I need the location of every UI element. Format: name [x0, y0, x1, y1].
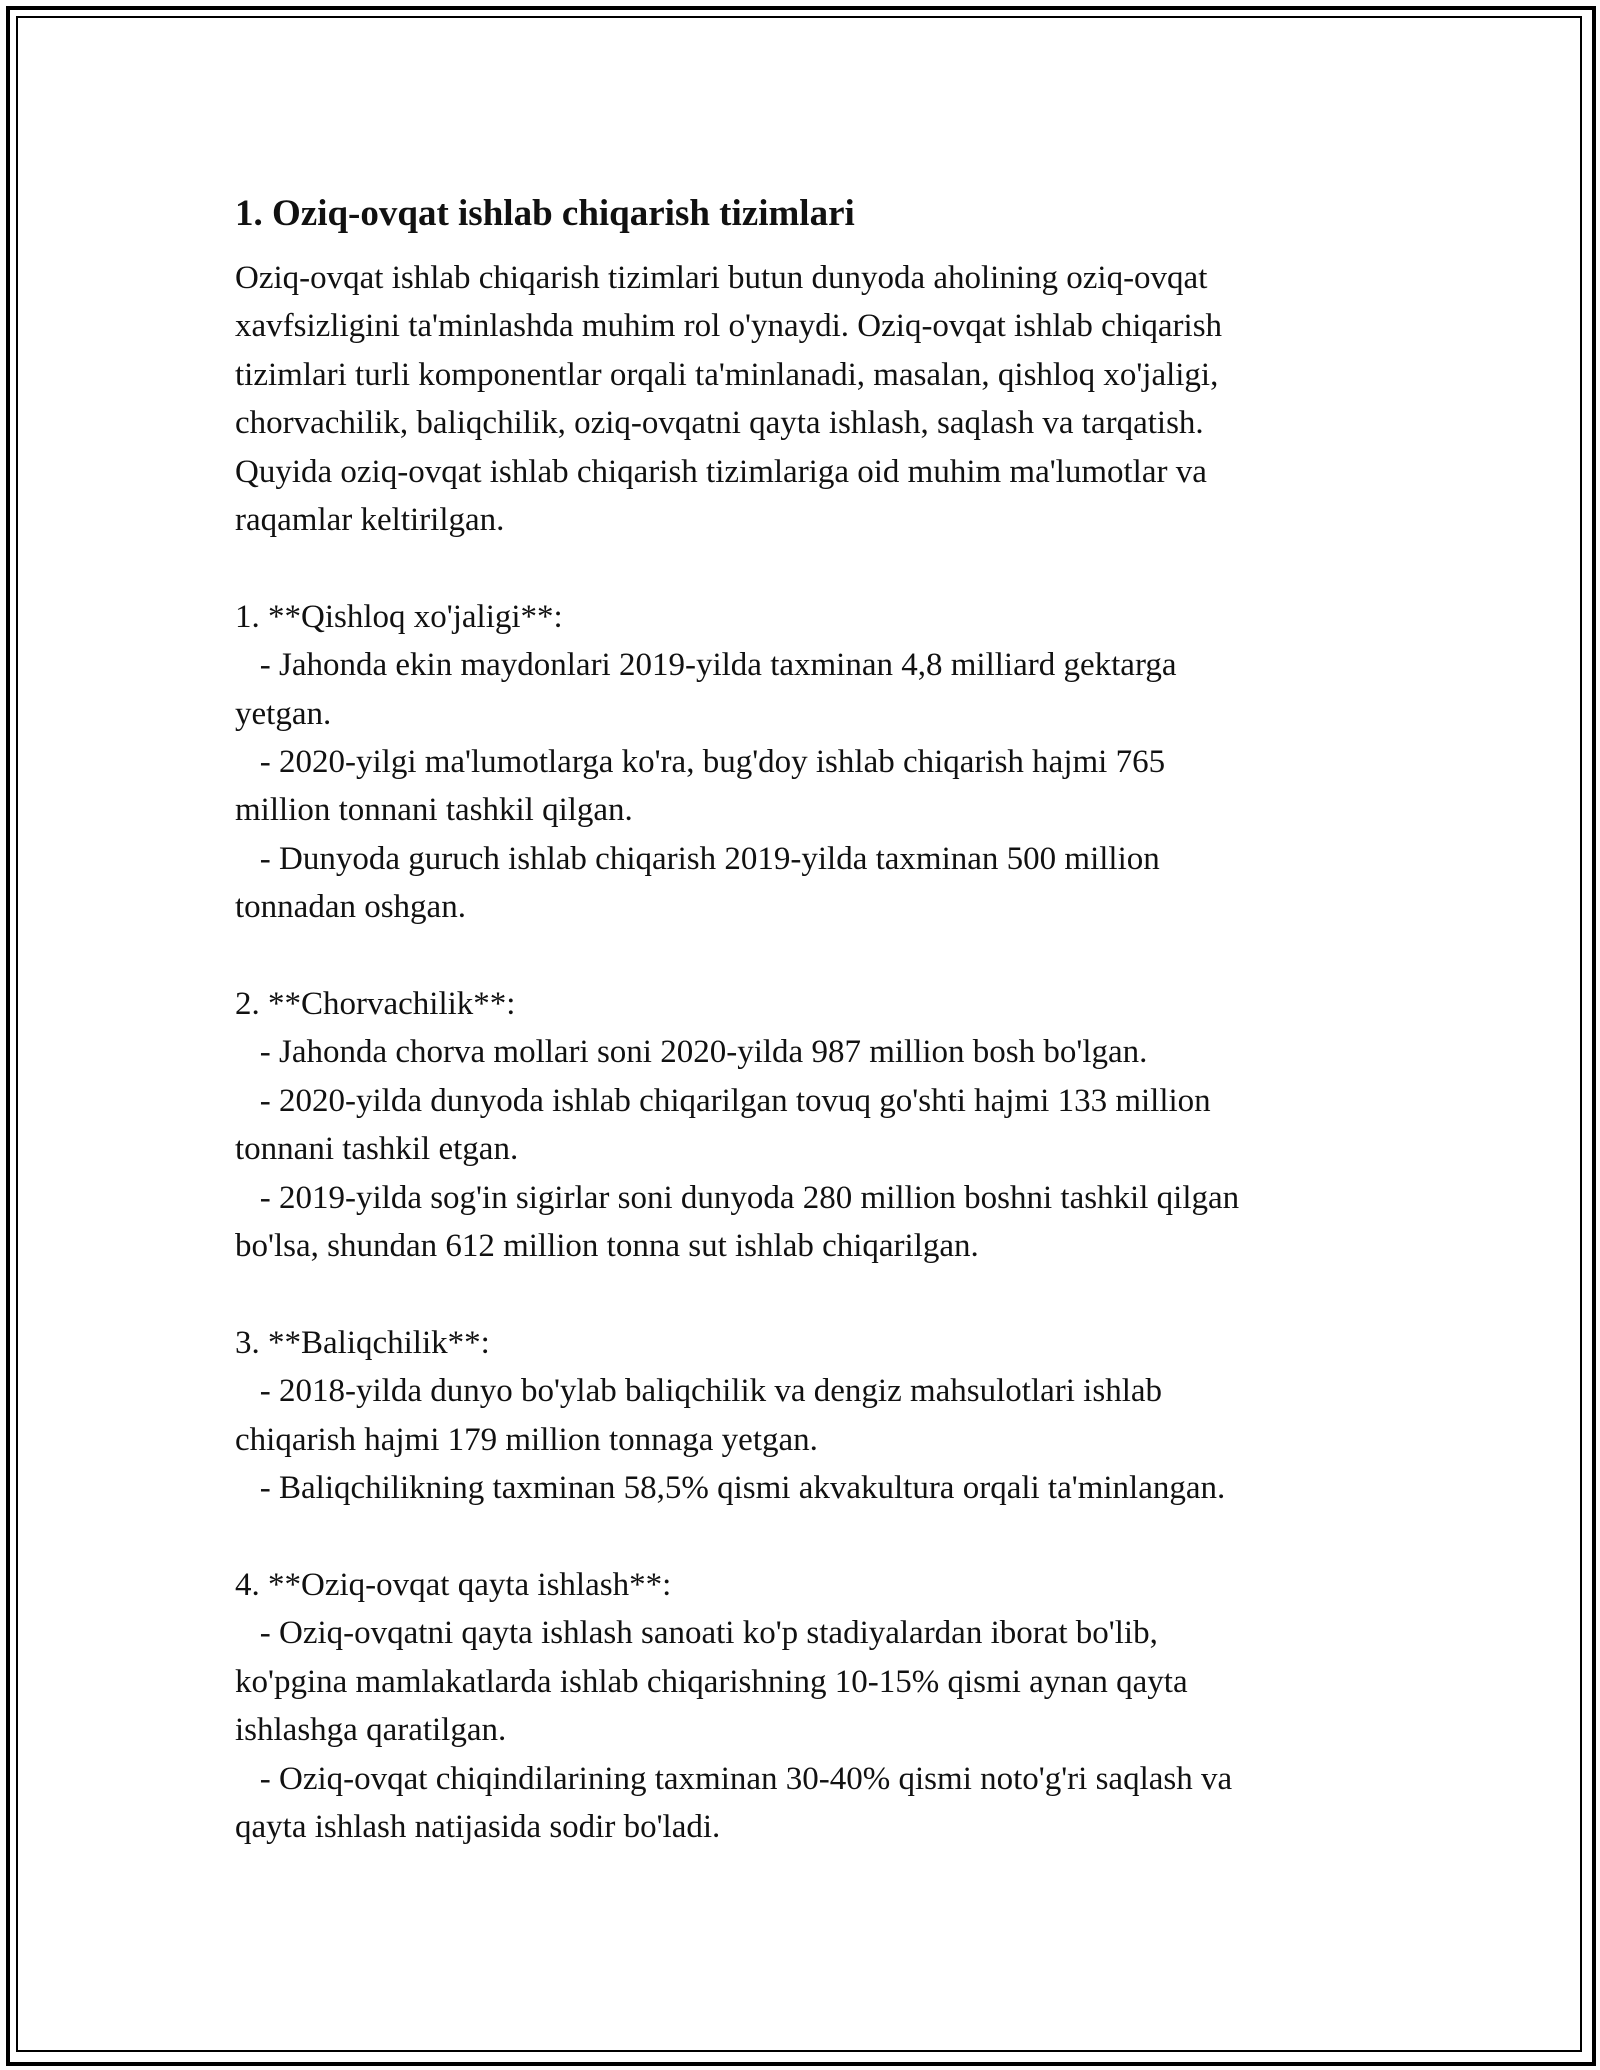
- spacer: [235, 1513, 1370, 1561]
- bullet-item: - 2020-yilgi ma'lumotlarga ko'ra, bug'doy ishlab chiqarish hajmi 765 million tonnani tashkil qilgan.: [235, 744, 1166, 829]
- section-heading: 1. **Qishloq xo'jaligi**:: [235, 598, 563, 635]
- bullet-item: - Dunyoda guruch ishlab chiqarish 2019-yilda taxminan 500 million tonnadan oshgan.: [235, 840, 1160, 926]
- bullet-item: - 2019-yilda sog'in sigirlar soni dunyoda 280 million boshni tashkil qilgan bo'lsa, shundan 612 million tonna sut ishlab chiqarilgan.: [235, 1179, 1240, 1265]
- document-body: [235, 184, 1370, 1851]
- bullet-item: - Baliqchilikning taxminan 58,5% qismi akvakultura orqali ta'minlangan.: [235, 1470, 1226, 1507]
- document-title: 1. Oziq-ovqat ishlab chiqarish tizimlari: [235, 193, 855, 234]
- spacer: [235, 932, 1370, 980]
- section-heading: 2. **Chorvachilik**:: [235, 986, 516, 1023]
- bullet-item: - Jahonda chorva mollari soni 2020-yilda 987 million bosh bo'lgan.: [235, 1034, 1148, 1071]
- bullet-item: - Oziq-ovqat chiqindilarining taxminan 30-40% qismi noto'g'ri saqlash va qayta ishlash natijasida sodir bo'ladi.: [235, 1760, 1233, 1845]
- bullet-item: - Jahonda ekin maydonlari 2019-yilda taxminan 4,8 milliard gektarga yetgan.: [235, 647, 1177, 732]
- section-heading: 3. **Baliqchilik**:: [235, 1324, 490, 1361]
- spacer: [235, 1271, 1370, 1319]
- section-livestock: [235, 980, 1370, 1270]
- section-agriculture: [235, 593, 1370, 932]
- section-heading: 4. **Oziq-ovqat qayta ishlash**:: [235, 1566, 672, 1603]
- section-food-processing: [235, 1561, 1370, 1851]
- section-fishing: [235, 1319, 1370, 1513]
- bullet-item: - 2018-yilda dunyo bo'ylab baliqchilik va dengiz mahsulotlari ishlab chiqarish hajmi 179 million tonnaga yetgan.: [235, 1373, 1163, 1458]
- bullet-item: - Oziq-ovqatni qayta ishlash sanoati ko'p stadiyalardan iborat bo'lib, ko'pgina mamlakatlarda ishlab chiqarishning 10-15% qismi aynan qayta ishlashga qaratilgan.: [235, 1615, 1188, 1749]
- spacer: [235, 544, 1370, 592]
- intro-paragraph: Oziq-ovqat ishlab chiqarish tizimlari butun dunyoda aholining oziq-ovqat xavfsizligini ta'minlashda muhim rol o'ynaydi. Oziq-ovqat ishlab chiqarish tizimlari turli komponentlar orqali ta'minlanadi, masalan, qishloq xo'jaligi, chorvachilik, baliqchilik, oziq-ovqatni qayta ishlash, saqlash va tarqatish. Quyida oziq-ovqat ishlab chiqarish tizimlariga oid muhim ma'lumotlar va raqamlar keltirilgan.: [235, 260, 1223, 539]
- bullet-item: - 2020-yilda dunyoda ishlab chiqarilgan tovuq go'shti hajmi 133 million tonnani tashkil etgan.: [235, 1082, 1211, 1168]
